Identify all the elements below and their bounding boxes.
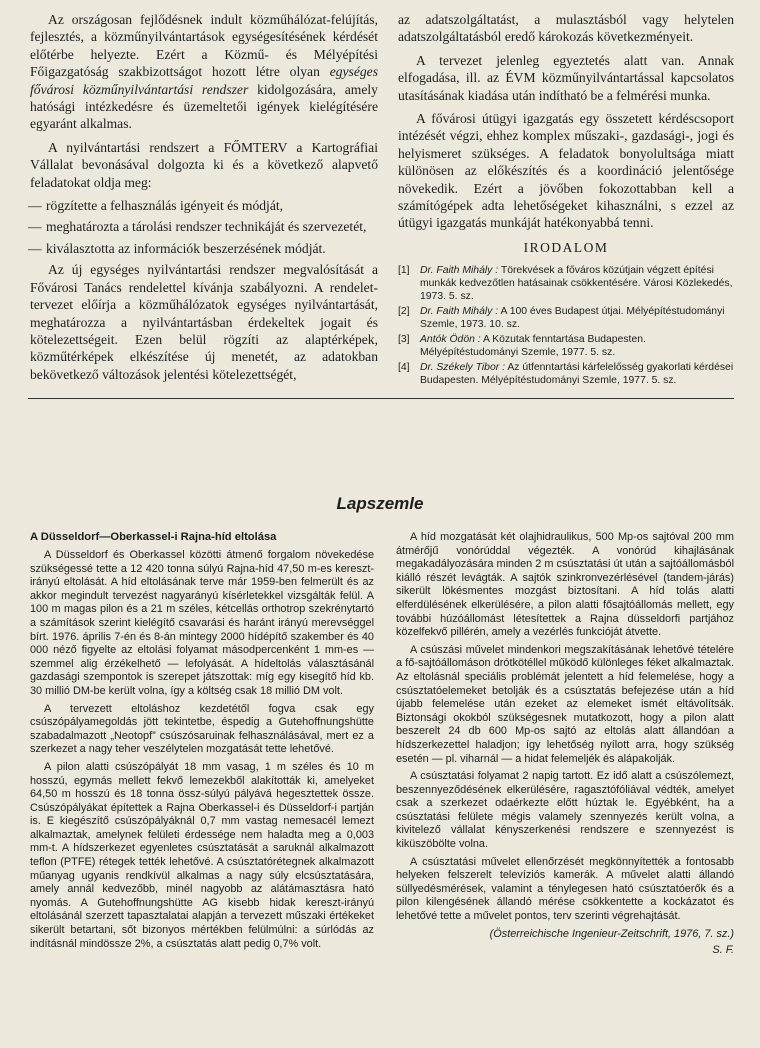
paragraph: A pilon alatti csúszópályát 18 mm vasag, 1 m széles és 10 m hosszú, egymás mellett fekvő lemezekből alakították ki, amelyeket 64,50 m hosszú és 18 tonna össz-súlyú pályává hegesztettek össze. Csúszópályákat építettek a Rajna Oberkassel-i és Düsseldorf-i partján is. E kiegészítő csúszópályáknál 0,7 mm vastag nemesacél lemezt alkalmaztak, amelynek felületi érdessége nem haladta meg a 0,003 mm-t. A hídszerkezet egyenletes csúsztatását a saruknál alkalmazott teflon (PTFE) rétegek tették lehetővé. A csúsztatórétegnek alkalmazott műanyag ugyanis rendkívül alkalmas a nagy súly elcsúsztatására, amely annál kedvezőbb, minél nagyobb az alátámasztásra ható nyomás. A Gutehoffnungshütte AG kisebb hidak kereszt-irányú eltolásánál szerzett tapasztalatai alapján a tervezett műszaki értékeket sikerült betartani, sőt bizonyos mértékben felülmúlni: a súrlódás az indításnál mindössze 2%, a csúsztatás alatt pedig 0,7% volt.: [30, 760, 374, 950]
list-item: — kiválasztotta az információk beszerzésének módját.: [30, 240, 378, 257]
paragraph: A híd mozgatását két olajhidraulikus, 500 Mp-os sajtóval 200 mm átmérőjű vonórúddal végezték. A vonórúd kihajlásának megakadályozására minden 2 m csúsztatási út után a sajtóállomásból kiálló részét levágták. A sajtók szinkronvezérlésével (tandem-járás) sikerült lökésmentes mozgást biztosítani. A híd tolás alatti elferdülésének elkerülésére, a pilon alatti fősajtóállomás mellett, egy további húzóállomást létesítettek a Rajna düsseldorfi partjához közelfekvő pillérén, amely a vezérlés funkcióját átvette.: [396, 531, 734, 639]
top-left-column: [30, 11, 378, 389]
paragraph: A nyilvántartási rendszert a FŐMTERV a Kartográfiai Vállalat bevonásával dolgozta ki és a következő alapvető feladatokat oldja meg:: [30, 139, 378, 190]
article-source: (Österreichische Ingenieur-Zeitschrift, 1976, 7. sz.): [489, 927, 734, 940]
list-item: — meghatározta a tárolási rendszer technikáját és szervezetét,: [30, 218, 378, 235]
section-title: Lapszemle: [336, 494, 424, 513]
paragraph: Az új egységes nyilvántartási rendszer megvalósítását a Fővárosi Tanács rendelettel kívánja szabályozni. A rendelet-tervezet előírja a közműhálózatok egységes nyilvántartását, meghatározza a nyilvántartásban érdekeltek jogait és kötelezettségeit. Ezen belül rögzíti az alaptérképek, közműtérképek elkészítése új menetét, az adatokban bekövetkező változások jelentési kötelezettségét,: [30, 262, 378, 382]
article-left-column: [30, 531, 374, 955]
article-right-column: [396, 531, 734, 956]
paragraph: A csúsztatási művelet ellenőrzését megkönnyítették a fontosabb helyeken felszerelt televíziós kamerák. A művelet alatti állandó süllyedésmérések, valamint a ténylegesen ható csúsztatóerők és a pilon kilengésének állandó mérése csökkentette a kockázatot és lehetővé tette a művelet pontos, terv szerinti végrehajtását.: [396, 855, 734, 923]
paragraph: Az országosan fejlődésnek indult közműhálózat-felújítás, fejlesztés, a közműnyilvántartások egységesítésének kérdését előtérbe helyezte. Ezért a Közmű- és Mélyépítési Főigazgatóság szakbizottságot hozott létre olyan egységes fővárosi közműnyilvántartási rendszer kidolgozására, amely hatósági intézkedésre és üzemeltetői igények kielégítésére egyaránt alkalmas.: [30, 12, 378, 132]
list-item: — rögzítette a felhasználás igényeit és módját,: [30, 197, 378, 214]
reference-item: [2] Dr. Faith Mihály : A 100 éves Budapest útjai. Mélyépítéstudományi Szemle, 1973. 10. sz.: [398, 305, 725, 330]
paragraph: A Düsseldorf és Oberkassel közötti átmenő forgalom növekedése szükségessé tette a 12 420 tonna súlyú Rajna-híd 47,50 m-es kereszt-irányú eltolását. A híd eltolásának terve már 1959-ben felmerült és az akkor megindult tervezést nagyarányú kísérletekkel vizsgálták felül. A 100 m magas pilon és a 21 m széles, kétcellás orthotrop szekrénytartó a számítások szerint kielégítő csavarási és haránt irányú merevséggel bírt. 1976. április 7-én és 8-án mintegy 2000 hídépítő szakember és 40 000 néző figyelte az eltolási folyamat másodpercenként 1 mm-es — szemmel alig érzékelhető — lefolyását. A hídeltolás választásánál gazdasági szempontok is szerepet játszottak: míg egy kisegítő híd kb. 30 millió DM-be került volna, így a költség csak 18 millió DM volt.: [30, 549, 374, 697]
paragraph: A fővárosi útügyi igazgatás egy összetett kérdéscsoport intézését végzi, ehhez komplex műszaki-, gazdasági-, jogi és helyismeret szükséges. A feladatok bonyolultsága miatt különösen az előkészítés és a koordináció jelentősége növekedik. Ezért a jövőben fokozottabban kell a számítógépek adta lehetőségeket kihasználni, s ezzel az útügyi igazgatás munkáját hatékonyabbá tenni.: [398, 111, 734, 231]
paragraph: A tervezett eltoláshoz kezdetétől fogva csak egy csúszópályamegoldás jött tekintetbe, éspedig a Gutehoffnungshütte szabadalmazott „Neotopf” csúszósaruinak felhasználásával, mert ez a szerkezet a nagy teher veszélytelen mozgatását tette lehetővé.: [30, 702, 374, 756]
paragraph: A csúszási művelet mindenkori megszakításának lehetővé tételére a fő-sajtóállomáson drótkötéllel működő különleges féket alkalmaztak. Az eltolásnál speciális problémát jelentett a híd felemelése, hogy a csúsztatóelemeket betolják és a csúsztatás befejezése után a híd újabb felemelése után ezeket az elemeket ismét eltávolítsák. Biztonsági okokból szükségesnek mutatkozott, hogy a pilon alatt beszerelt 24 db 600 Mp-os sajtó az eltolás alatt állandóan a hídszerkezettel haladjon; így lehetőség nyílott arra, hogy szükség esetén — pl. viharnál — a hidat felemeljék és alápakolják.: [396, 643, 734, 765]
reference-item: [1] Dr. Faith Mihály : Törekvések a főváros közútjain végzett építési munkák kedvezőtlen hatásainak csökkentésére. Városi Közlekedés, 1973. 5. sz.: [398, 264, 733, 302]
article-signature: S. F.: [712, 943, 734, 956]
section-divider: [28, 398, 734, 399]
article-title: A Düsseldorf—Oberkassel-i Rajna-híd eltolása: [30, 531, 277, 543]
paragraph: A csúsztatási folyamat 2 napig tartott. Ez idő alatt a csúszólemezt, beszennyeződésének elkerülésére, ragasztófóliával védték, amelyet csak a szerkezet odaérkezte előtt húztak le. Egyébként, ha a csúsztatási felülete mégis valamely szennyezés került volna, a kivitelező vállalat kényszerkenési rendszere e szennyezést is kiküszöbölte volna.: [396, 770, 734, 851]
top-right-column: [398, 11, 734, 389]
paragraph: A tervezet jelenleg egyeztetés alatt van. Annak elfogadása, ill. az ÉVM közműnyilvántartással kapcsolatos utasításának kiadása után indítható be a felmérési munka.: [398, 52, 734, 103]
paragraph: az adatszolgáltatást, a mulasztásból vagy helytelen adatszolgáltatásból eredő károkozás következményeit.: [398, 12, 734, 45]
reference-item: [4] Dr. Székely Tibor : Az útfenntartási kárfelelősség gyakorlati kérdései Budapesten. Mélyépítéstudományi Szemle, 1977. 5. sz.: [398, 361, 734, 386]
reference-item: [3] Antók Ödön : A Közutak fenntartása Budapesten. Mélyépítéstudományi Szemle, 1977. 5. sz.: [398, 333, 646, 358]
references-heading: IRODALOM: [523, 239, 609, 255]
references: [398, 240, 734, 387]
